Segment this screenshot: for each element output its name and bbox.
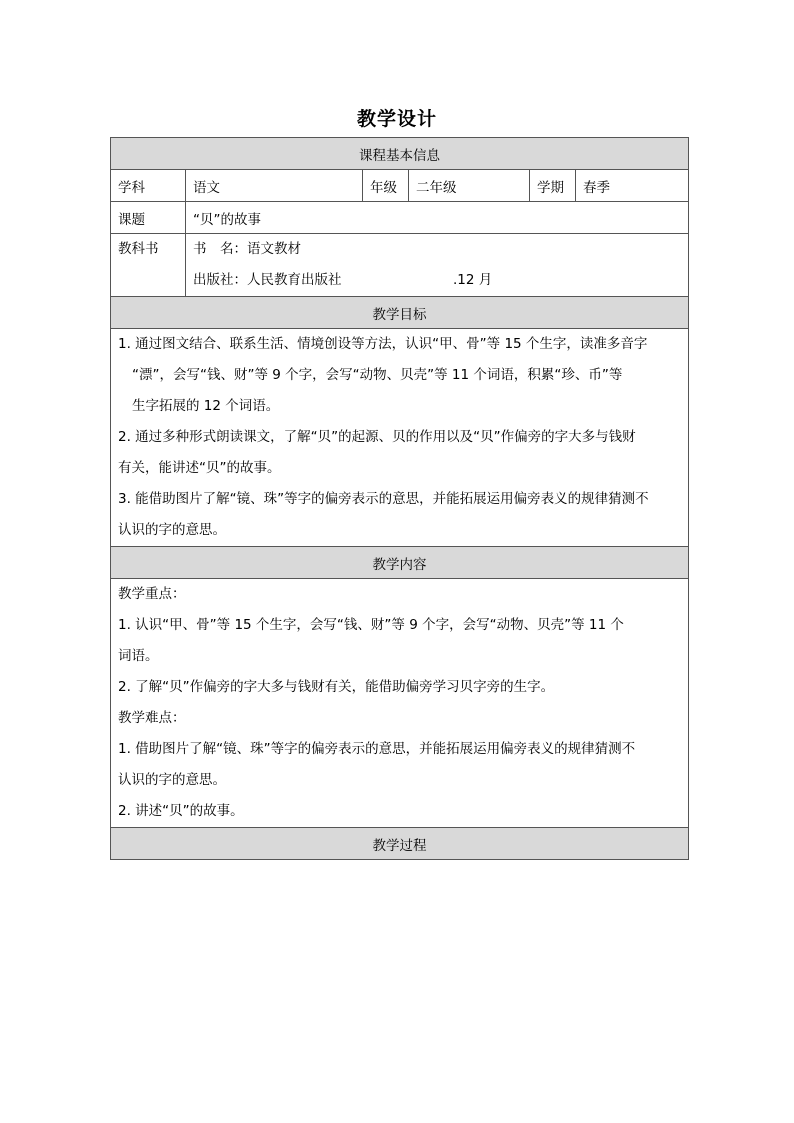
objective-1-line-3: 生字拓展的 12 个词语。 xyxy=(132,398,280,414)
textbook-label xyxy=(111,234,186,297)
section-header: 教学内容 xyxy=(111,547,689,579)
textbook-label-text: 教科书 xyxy=(118,241,159,257)
textbook-row xyxy=(111,234,689,297)
term-value: 春季 xyxy=(576,170,689,202)
key-point-1-line-1: 1. 认识“甲、骨”等 15 个生字，会写“钱、财”等 9 个字，会写“动物、贝壳”等 11 个 xyxy=(118,617,624,633)
grade-value: 二年级 xyxy=(409,170,530,202)
key-point-1-line-2: 词语。 xyxy=(118,648,159,664)
term-label: 学期 xyxy=(530,170,576,202)
lesson-value: “贝”的故事 xyxy=(186,202,689,234)
lesson-label: 课题 xyxy=(111,202,186,234)
subject-label: 学科 xyxy=(111,170,186,202)
document-title: 教学设计 xyxy=(356,108,437,130)
objective-2-line-2: 有关，能讲述“贝”的故事。 xyxy=(118,460,281,476)
objective-3-line-1: 3. 能借助图片了解“镜、珠”等字的偏旁表示的意思，并能拓展运用偏旁表义的规律猜测不 xyxy=(118,491,649,507)
content-row xyxy=(111,579,689,828)
difficulty-1-line-2: 认识的字的意思。 xyxy=(118,772,226,788)
section-header: 课程基本信息 xyxy=(111,138,689,170)
objectives-row xyxy=(111,329,689,547)
key-point-2: 2. 了解“贝”作偏旁的字大多与钱财有关，能借助偏旁学习贝字旁的生字。 xyxy=(118,679,555,695)
section-header: 教学过程 xyxy=(111,828,689,860)
publisher-text: 出版社：人民教育出版社 xyxy=(193,272,342,288)
objective-3-line-2: 认识的字的意思。 xyxy=(118,522,226,538)
lesson-plan-table xyxy=(110,137,689,860)
section-basic-info xyxy=(111,138,689,170)
publish-date: .12 月 xyxy=(453,272,493,288)
key-points-label: 教学重点： xyxy=(118,586,186,602)
subject-value: 语文 xyxy=(186,170,363,202)
section-header: 教学目标 xyxy=(111,297,689,329)
publisher-line xyxy=(193,265,681,296)
content-body xyxy=(111,579,689,828)
grade-label: 年级 xyxy=(363,170,409,202)
objective-1-line-2: “漂”，会写“钱、财”等 9 个字，会写“动物、贝壳”等 11 个词语，积累“珍、币”等 xyxy=(132,367,623,383)
objectives-body xyxy=(111,329,689,547)
difficulty-2: 2. 讲述“贝”的故事。 xyxy=(118,803,244,819)
book-name-line: 书 名：语文教材 xyxy=(193,241,301,257)
objective-1-line-1: 1. 通过图文结合、联系生活、情境创设等方法，认识“甲、骨”等 15 个生字，读准多音字 xyxy=(118,336,648,352)
section-content xyxy=(111,547,689,579)
section-process xyxy=(111,828,689,860)
difficulties-label: 教学难点： xyxy=(118,710,186,726)
difficulty-1-line-1: 1. 借助图片了解“镜、珠”等字的偏旁表示的意思，并能拓展运用偏旁表义的规律猜测不 xyxy=(118,741,636,757)
subject-row xyxy=(111,170,689,202)
objective-2-line-1: 2. 通过多种形式朗读课文，了解“贝”的起源、贝的作用以及“贝”作偏旁的字大多与钱财 xyxy=(118,429,636,445)
section-objectives xyxy=(111,297,689,329)
textbook-value xyxy=(186,234,689,297)
lesson-row xyxy=(111,202,689,234)
